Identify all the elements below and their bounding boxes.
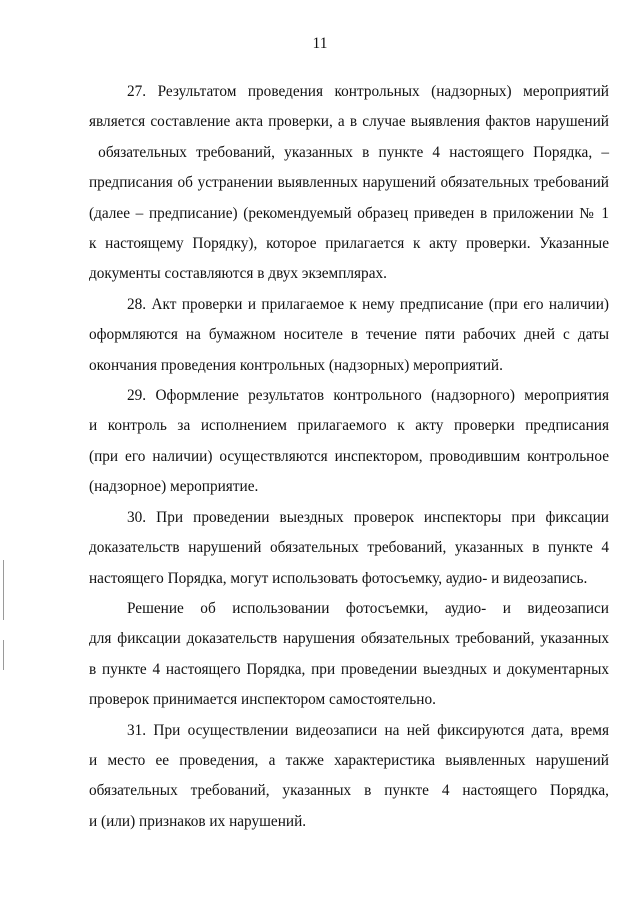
paragraph-decision <box>89 594 609 716</box>
paragraph-27 <box>89 77 609 290</box>
page-number: 11 <box>312 35 328 52</box>
text-line: для фиксации доказательств нарушения обязательных требований, указанных <box>89 630 609 648</box>
document-body <box>89 77 609 837</box>
text-line: документы составляются в двух экземплярах. <box>89 265 387 283</box>
text-line: настоящего Порядка, могут использовать фотосъемку, аудио- и видеозапись. <box>89 569 588 587</box>
scan-edge-mark <box>3 640 4 670</box>
text-line: 28. Акт проверки и прилагаемое к нему предписание (при его наличии) <box>127 295 609 313</box>
text-line: предписания об устранении выявленных нарушений обязательных требований <box>89 174 609 192</box>
text-line: и контроль за исполнением прилагаемого к акту проверки предписания <box>89 417 609 435</box>
paragraph-31 <box>89 716 609 838</box>
text-line: (далее – предписание) (рекомендуемый образец приведен в приложении № 1 <box>89 204 609 222</box>
text-line: 31. При осуществлении видеозаписи на ней фиксируются дата, время <box>127 721 609 739</box>
text-line: и место ее проведения, а также характеристика выявленных нарушений <box>89 751 609 769</box>
text-line: оформляются на бумажном носителе в течение пяти рабочих дней с даты <box>89 326 609 344</box>
text-line: 27. Результатом проведения контрольных (надзорных) мероприятий <box>127 83 609 100</box>
text-line: окончания проведения контрольных (надзорных) мероприятий. <box>89 356 503 374</box>
scan-edge-mark <box>3 560 4 620</box>
text-line: является составление акта проверки, а в случае выявления фактов нарушений <box>89 113 609 131</box>
paragraph-30 <box>89 503 609 594</box>
text-line: 30. При проведении выездных проверок инспекторы при фиксации <box>127 508 609 526</box>
text-line: проверок принимается инспектором самостоятельно. <box>89 691 436 709</box>
text-line: обязательных требований, указанных в пункте 4 настоящего Порядка, – <box>89 143 609 161</box>
text-line: к настоящему Порядку), которое прилагается к акту проверки. Указанные <box>89 235 609 253</box>
paragraph-28 <box>89 290 609 381</box>
text-line: 29. Оформление результатов контрольного (надзорного) мероприятия <box>127 387 609 405</box>
text-line: обязательных требований, указанных в пункте 4 настоящего Порядка, <box>89 782 609 800</box>
text-line: и (или) признаков их нарушений. <box>89 812 307 830</box>
paragraph-29 <box>89 381 609 503</box>
text-line: в пункте 4 настоящего Порядка, при проведении выездных и документарных <box>89 660 609 678</box>
text-line: доказательств нарушений обязательных требований, указанных в пункте 4 <box>89 539 609 557</box>
text-line: (при его наличии) осуществляются инспектором, проводившим контрольное <box>89 447 609 465</box>
text-line: Решение об использовании фотосъемки, аудио- и видеозаписи <box>127 599 609 617</box>
text-line: (надзорное) мероприятие. <box>89 478 259 496</box>
